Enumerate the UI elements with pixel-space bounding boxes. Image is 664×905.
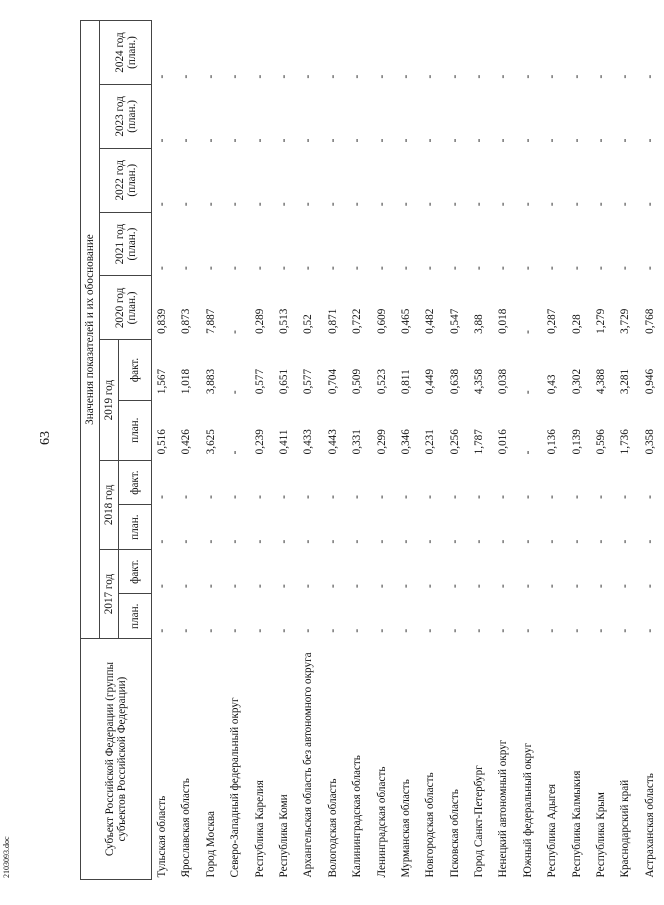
value-cell: 0,547	[448, 308, 461, 334]
value-cell: -	[229, 450, 242, 455]
table-row	[542, 21, 566, 880]
value-cell: -	[473, 138, 486, 143]
value-cell: -	[521, 74, 534, 79]
value-cell: -	[229, 495, 242, 499]
value-cell: -	[570, 266, 583, 270]
value-cell: -	[643, 495, 656, 499]
value-cell: -	[180, 138, 193, 143]
subject-name-cell: Республика Крым	[595, 792, 608, 878]
value-cell: -	[204, 539, 217, 544]
value-cell: -	[546, 584, 559, 588]
value-cell: -	[204, 74, 217, 79]
value-cell: 0,482	[424, 308, 437, 334]
value-cell: -	[399, 74, 412, 79]
table-row	[493, 21, 517, 880]
subject-name-cell: Новгородская область	[424, 772, 437, 878]
value-cell: 0,287	[546, 308, 559, 334]
value-cell: 0,52	[302, 314, 315, 334]
value-cell: -	[326, 138, 339, 143]
year-header-2019: 2019 год	[100, 340, 119, 460]
value-cell: -	[253, 584, 266, 588]
value-cell: -	[497, 584, 510, 588]
value-cell: -	[424, 584, 437, 588]
value-cell: 0,346	[399, 429, 412, 455]
value-cell: -	[424, 202, 437, 207]
value-cell: -	[595, 495, 608, 499]
value-cell: -	[521, 138, 534, 143]
table-row	[396, 21, 420, 880]
value-cell: -	[302, 202, 315, 207]
indicators-table	[80, 20, 664, 880]
value-cell: 0,038	[497, 368, 510, 395]
value-cell: -	[156, 539, 168, 544]
value-cell: 0,411	[277, 429, 290, 455]
value-cell: 1,736	[619, 429, 632, 455]
table-row	[225, 21, 249, 880]
value-cell: -	[473, 628, 486, 633]
value-cell: -	[643, 539, 656, 544]
value-cell: -	[204, 266, 217, 270]
value-cell: 0,873	[180, 308, 193, 334]
value-cell: -	[570, 628, 583, 633]
value-cell: -	[156, 495, 168, 499]
value-cell: -	[473, 74, 486, 79]
value-cell: -	[204, 138, 217, 143]
subject-name-cell: Город Санкт-Петербург	[473, 765, 486, 878]
subject-name-cell: Северо-Западный федеральный округ	[229, 697, 242, 878]
value-cell: 0,43	[546, 374, 559, 395]
value-cell: -	[521, 584, 534, 588]
subject-name-cell: Мурманская область	[399, 779, 412, 878]
value-cell: -	[180, 74, 193, 79]
table-row	[420, 21, 444, 880]
value-cell: -	[326, 495, 339, 499]
value-cell: -	[277, 539, 290, 544]
value-cell: -	[546, 495, 559, 499]
value-cell: -	[302, 495, 315, 499]
table-row	[445, 21, 469, 880]
rotated-table-container	[80, 20, 656, 880]
value-cell: -	[473, 539, 486, 544]
subject-name-cell: Город Москва	[204, 811, 217, 878]
subject-name-cell: Республика Карелия	[253, 780, 266, 878]
value-cell: -	[521, 495, 534, 499]
value-cell: 0,704	[326, 368, 339, 395]
value-cell: -	[399, 495, 412, 499]
value-cell: -	[229, 330, 242, 334]
value-cell: -	[595, 539, 608, 544]
value-cell: -	[229, 584, 242, 588]
value-cell: 0,638	[448, 368, 461, 395]
value-cell: -	[497, 138, 510, 143]
subject-column-header: Субъект Российской Федерации (группы субъектов Российской Федерации)	[81, 639, 152, 880]
value-cell: 0,136	[546, 429, 559, 455]
value-cell: -	[326, 628, 339, 633]
value-cell: -	[375, 539, 388, 544]
value-cell: 1,279	[595, 308, 608, 334]
value-cell: -	[424, 495, 437, 499]
value-cell: 0,577	[302, 368, 315, 395]
value-cell: -	[473, 266, 486, 270]
value-cell: -	[399, 539, 412, 544]
value-cell: -	[180, 628, 193, 633]
value-cell: -	[156, 74, 168, 79]
value-cell: -	[156, 628, 168, 633]
value-cell: 0,358	[643, 429, 656, 455]
year-header-2018: 2018 год	[100, 460, 119, 549]
value-cell: -	[570, 74, 583, 79]
value-cell: -	[253, 495, 266, 499]
year-header-2023: 2023 год (план.)	[100, 84, 152, 148]
year-header-2021: 2021 год (план.)	[100, 212, 152, 276]
value-cell: 1,018	[180, 368, 193, 395]
value-cell: -	[448, 539, 461, 544]
value-cell: -	[546, 74, 559, 79]
value-cell: -	[448, 202, 461, 207]
value-cell: -	[204, 202, 217, 207]
value-cell: -	[424, 138, 437, 143]
sub-header-plan: план.	[119, 400, 152, 460]
value-cell: -	[180, 266, 193, 270]
subject-name-cell: Республика Калмыкия	[570, 770, 583, 878]
subject-name-cell: Южный федеральный округ	[521, 742, 534, 878]
value-cell: 0,331	[351, 429, 364, 455]
subject-name-cell: Тульская область	[156, 795, 168, 878]
value-cell: -	[521, 450, 534, 455]
value-cell: -	[229, 539, 242, 544]
value-cell: -	[643, 138, 656, 143]
value-cell: 4,388	[595, 368, 608, 395]
value-cell: -	[473, 202, 486, 207]
value-cell: 0,811	[399, 369, 412, 395]
table-row	[640, 21, 664, 880]
table-row	[298, 21, 322, 880]
subject-name-cell: Ленинградская область	[375, 766, 388, 878]
value-cell: -	[399, 584, 412, 588]
value-cell: 3,281	[619, 368, 632, 395]
table-row	[152, 21, 177, 880]
value-cell: -	[448, 584, 461, 588]
value-cell: -	[277, 584, 290, 588]
value-cell: -	[302, 539, 315, 544]
value-cell: -	[326, 202, 339, 207]
value-cell: 0,516	[156, 429, 168, 455]
table-row	[591, 21, 615, 880]
value-cell: -	[253, 266, 266, 270]
table-row	[372, 21, 396, 880]
value-cell: -	[497, 202, 510, 207]
value-cell: -	[351, 138, 364, 143]
value-cell: -	[619, 628, 632, 633]
value-cell: 0,256	[448, 429, 461, 455]
value-cell: -	[229, 74, 242, 79]
sub-header-fact: факт.	[119, 460, 152, 505]
value-cell: -	[546, 539, 559, 544]
value-cell: -	[497, 266, 510, 270]
value-cell: -	[643, 584, 656, 588]
value-cell: 0,139	[570, 429, 583, 455]
value-cell: 0,289	[253, 308, 266, 334]
value-cell: -	[156, 202, 168, 207]
value-cell: -	[180, 495, 193, 499]
value-cell: 3,729	[619, 308, 632, 334]
value-cell: -	[497, 495, 510, 499]
value-cell: -	[448, 74, 461, 79]
value-cell: -	[375, 266, 388, 270]
value-cell: -	[351, 495, 364, 499]
value-cell: -	[277, 628, 290, 633]
sub-header-plan: план.	[119, 594, 152, 639]
value-cell: -	[619, 539, 632, 544]
value-cell: 1,787	[473, 429, 486, 455]
value-cell: -	[253, 628, 266, 633]
value-cell: -	[204, 628, 217, 633]
value-cell: -	[619, 266, 632, 270]
value-cell: -	[619, 495, 632, 499]
value-cell: -	[570, 539, 583, 544]
value-cell: -	[619, 202, 632, 207]
value-cell: -	[643, 628, 656, 633]
value-cell: -	[448, 266, 461, 270]
value-cell: -	[326, 584, 339, 588]
value-cell: -	[399, 628, 412, 633]
value-cell: -	[570, 138, 583, 143]
value-cell: -	[253, 74, 266, 79]
value-cell: -	[546, 138, 559, 143]
footer-code: 2103093.doc	[2, 836, 11, 878]
value-cell: 0,596	[595, 429, 608, 455]
value-cell: -	[302, 628, 315, 633]
subject-name-cell: Республика Адыгея	[546, 783, 559, 878]
value-cell: -	[521, 330, 534, 334]
value-cell: -	[277, 74, 290, 79]
table-row	[323, 21, 347, 880]
value-cell: 0,839	[156, 308, 168, 334]
value-cell: -	[595, 628, 608, 633]
values-group-header: Значения показателей и их обоснование	[81, 21, 100, 639]
value-cell: -	[643, 266, 656, 270]
value-cell: -	[619, 74, 632, 79]
value-cell: -	[497, 628, 510, 633]
value-cell: 0,609	[375, 308, 388, 334]
page-number: 63	[38, 431, 53, 445]
value-cell: -	[595, 74, 608, 79]
value-cell: -	[595, 202, 608, 207]
value-cell: -	[521, 539, 534, 544]
value-cell: -	[351, 584, 364, 588]
value-cell: -	[399, 266, 412, 270]
value-cell: -	[570, 202, 583, 207]
value-cell: -	[351, 266, 364, 270]
subject-name-cell: Республика Коми	[277, 794, 290, 878]
table-row	[274, 21, 298, 880]
table-body	[152, 21, 664, 880]
value-cell: 0,239	[253, 429, 266, 455]
table-row	[469, 21, 493, 880]
value-cell: -	[521, 628, 534, 633]
value-cell: 0,299	[375, 429, 388, 455]
table-row	[615, 21, 639, 880]
value-cell: 0,302	[570, 368, 583, 395]
value-cell: -	[204, 495, 217, 499]
table-row	[201, 21, 225, 880]
value-cell: -	[375, 584, 388, 588]
value-cell: -	[399, 202, 412, 207]
value-cell: -	[521, 266, 534, 270]
sub-header-fact: факт.	[119, 549, 152, 594]
value-cell: 0,722	[351, 308, 364, 334]
value-cell: -	[326, 266, 339, 270]
value-cell: -	[424, 74, 437, 79]
value-cell: -	[229, 266, 242, 270]
value-cell: 0,768	[643, 308, 656, 334]
value-cell: -	[448, 628, 461, 633]
subject-name-cell: Астраханская область	[643, 773, 656, 878]
subject-name-cell: Вологодская область	[326, 778, 339, 878]
value-cell: 0,523	[375, 368, 388, 395]
value-cell: -	[521, 390, 534, 395]
value-cell: -	[180, 202, 193, 207]
value-cell: -	[399, 138, 412, 143]
value-cell: 0,509	[351, 368, 364, 395]
value-cell: -	[497, 539, 510, 544]
subject-name-cell: Калининградская область	[351, 755, 364, 878]
value-cell: -	[253, 138, 266, 143]
value-cell: -	[375, 495, 388, 499]
value-cell: 3,883	[204, 368, 217, 395]
value-cell: 0,513	[277, 308, 290, 334]
year-header-2024: 2024 год (план.)	[100, 21, 152, 85]
value-cell: -	[424, 266, 437, 270]
value-cell: 0,018	[497, 308, 510, 334]
value-cell: -	[473, 584, 486, 588]
value-cell: -	[277, 138, 290, 143]
value-cell: -	[277, 202, 290, 207]
value-cell: -	[595, 266, 608, 270]
table-row	[567, 21, 591, 880]
value-cell: 7,887	[204, 308, 217, 334]
value-cell: 0,449	[424, 368, 437, 395]
value-cell: -	[521, 202, 534, 207]
value-cell: -	[448, 495, 461, 499]
table-row	[347, 21, 371, 880]
value-cell: -	[229, 390, 242, 395]
value-cell: -	[473, 495, 486, 499]
value-cell: -	[570, 495, 583, 499]
value-cell: 0,433	[302, 429, 315, 455]
value-cell: 3,88	[473, 314, 486, 334]
value-cell: -	[546, 266, 559, 270]
value-cell: -	[643, 202, 656, 207]
value-cell: -	[497, 74, 510, 79]
subject-name-cell: Ненецкий автономный округ	[497, 739, 510, 878]
value-cell: 0,946	[643, 368, 656, 395]
value-cell: 4,358	[473, 368, 486, 395]
year-header-2022: 2022 год (план.)	[100, 148, 152, 212]
value-cell: -	[253, 202, 266, 207]
value-cell: -	[156, 266, 168, 270]
value-cell: -	[302, 584, 315, 588]
table-row	[176, 21, 200, 880]
value-cell: 0,426	[180, 429, 193, 455]
value-cell: -	[570, 584, 583, 588]
value-cell: -	[156, 138, 168, 143]
value-cell: 0,016	[497, 429, 510, 455]
year-header-2020: 2020 год (план.)	[100, 276, 152, 340]
value-cell: -	[229, 202, 242, 207]
value-cell: -	[546, 202, 559, 207]
value-cell: 0,577	[253, 368, 266, 395]
value-cell: -	[302, 138, 315, 143]
value-cell: -	[156, 584, 168, 588]
value-cell: -	[375, 202, 388, 207]
value-cell: -	[619, 584, 632, 588]
subject-name-cell: Ярославская область	[180, 778, 193, 878]
table-row	[518, 21, 542, 880]
value-cell: -	[326, 74, 339, 79]
value-cell: 0,465	[399, 308, 412, 334]
value-cell: -	[424, 628, 437, 633]
value-cell: -	[277, 266, 290, 270]
value-cell: 3,625	[204, 429, 217, 455]
value-cell: -	[351, 539, 364, 544]
value-cell: -	[351, 202, 364, 207]
value-cell: -	[546, 628, 559, 633]
value-cell: -	[595, 138, 608, 143]
value-cell: -	[375, 74, 388, 79]
subject-name-cell: Псковская область	[448, 789, 461, 878]
value-cell: -	[204, 584, 217, 588]
sub-header-plan: план.	[119, 505, 152, 550]
value-cell: -	[643, 74, 656, 79]
value-cell: 0,871	[326, 308, 339, 334]
value-cell: -	[302, 74, 315, 79]
table-row	[250, 21, 274, 880]
value-cell: -	[351, 628, 364, 633]
value-cell: -	[424, 539, 437, 544]
value-cell: 0,231	[424, 429, 437, 455]
year-header-2017: 2017 год	[100, 549, 119, 638]
value-cell: -	[229, 628, 242, 633]
value-cell: -	[326, 539, 339, 544]
value-cell: -	[302, 266, 315, 270]
value-cell: -	[351, 74, 364, 79]
value-cell: -	[180, 584, 193, 588]
value-cell: -	[229, 138, 242, 143]
value-cell: -	[375, 138, 388, 143]
value-cell: -	[448, 138, 461, 143]
subject-name-cell: Краснодарский край	[619, 779, 632, 878]
value-cell: 0,28	[570, 314, 583, 334]
value-cell: -	[595, 584, 608, 588]
value-cell: -	[253, 539, 266, 544]
value-cell: -	[375, 628, 388, 633]
value-cell: 1,567	[156, 368, 168, 395]
value-cell: 0,651	[277, 368, 290, 395]
value-cell: -	[619, 138, 632, 143]
value-cell: -	[277, 495, 290, 499]
sub-header-fact: факт.	[119, 340, 152, 400]
value-cell: 0,443	[326, 429, 339, 455]
subject-name-cell: Архангельская область без автономного округа	[302, 652, 315, 878]
value-cell: -	[180, 539, 193, 544]
